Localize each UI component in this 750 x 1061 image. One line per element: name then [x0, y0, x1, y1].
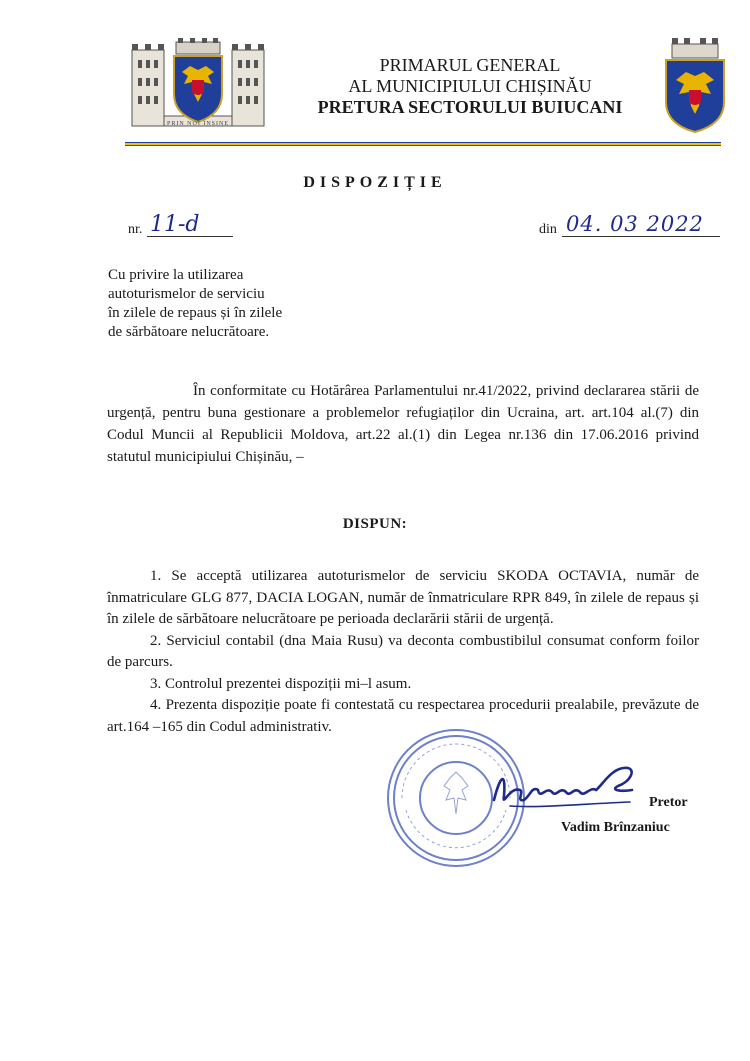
list-item: 4. Prezenta dispoziție poate fi contestată cu respectarea procedurii prealabile, prevăzute de art.164 –165 din Codul administrativ. [107, 697, 699, 735]
dispun-heading: DISPUN: [342, 516, 408, 532]
header-line-2: AL MUNICIPIULUI CHIȘINĂU [348, 76, 592, 96]
document-header [300, 55, 640, 118]
tricolor-stripe [125, 142, 721, 146]
subject-line: Cu privire la utilizarea [108, 267, 244, 283]
subject-line: de sărbătoare nelucrătoare. [108, 324, 270, 340]
subject-block [108, 266, 368, 342]
signatory-name: Vadim Brînzaniuc [561, 820, 670, 835]
handwritten-signature-icon [480, 756, 640, 816]
subject-line: în zilele de repaus și în zilele [108, 305, 283, 321]
header-line-3: PRETURA SECTORULUI BUIUCANI [317, 97, 623, 117]
document-date: 04. 03 2022 [566, 212, 704, 236]
list-item: 2. Serviciul contabil (dna Maia Rusu) va deconta combustibilul consumat conform foilor de parcurs. [107, 632, 699, 670]
preamble-paragraph: În conformitate cu Hotărârea Parlamentului nr.41/2022, privind declararea stării de urgență, pentru buna gestionare a problemelor refugiaților din Ucraina, art. art.104 al.(7) din Codul Muncii al Republicii Moldova, art.22 al.(1) din Legea nr.136 din 17.06.2016 privind statutul municipiului Chișinău, – [107, 383, 699, 465]
sector-coat-of-arms-icon [660, 36, 730, 136]
document-title: DISPOZIȚIE [303, 174, 447, 191]
dispositions-list [107, 566, 699, 738]
date-label: din [539, 222, 557, 237]
header-line-1: PRIMARUL GENERAL [379, 55, 561, 75]
date-underline [562, 236, 720, 237]
document-number: 11-d [150, 212, 200, 237]
signatory-title: Pretor [649, 795, 688, 810]
number-label: nr. [128, 222, 143, 237]
list-item: 1. Se acceptă utilizarea autoturismelor de serviciu SKODA OCTAVIA, număr de înmatriculare GLG 877, DACIA LOGAN, număr de înmatriculare RPR 849, în zilele de repaus și în zilele de sărbătoare nelucrătoare pe perioada declarării stării de urgență. [107, 568, 699, 627]
coat-of-arms-motto: PRIN NOI ÎNȘINE [167, 121, 229, 127]
list-item: 3. Controlul prezentei dispoziții mi–l asum. [150, 675, 412, 692]
subject-line: autoturismelor de serviciu [108, 286, 265, 302]
